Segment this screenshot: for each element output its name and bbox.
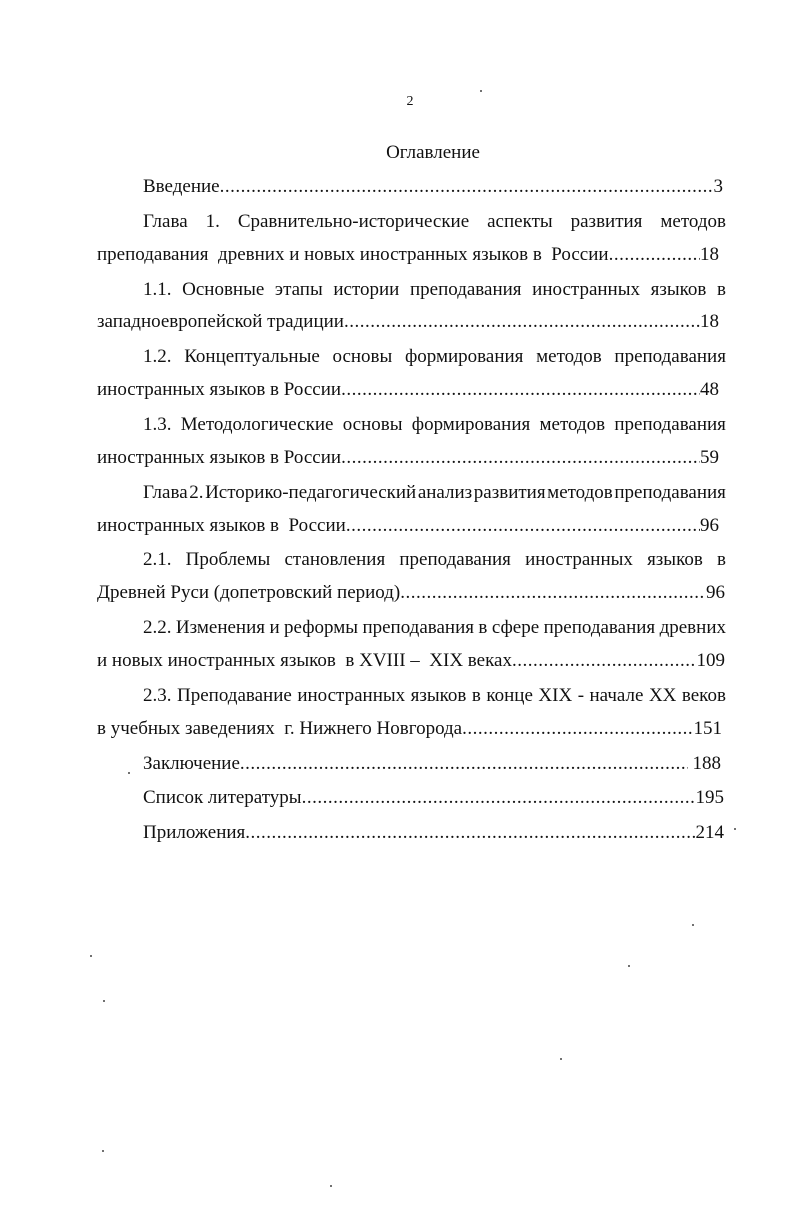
toc-title: Оглавление — [386, 142, 480, 163]
scan-speck — [560, 1058, 562, 1060]
dot-leader — [341, 447, 700, 469]
word: начале — [589, 685, 644, 706]
toc-entry-page: 188 — [687, 753, 721, 774]
toc-entry-page: 214 — [695, 822, 724, 843]
word: 2.2. — [143, 617, 172, 638]
word: аспекты — [487, 211, 553, 232]
toc-entry-page: 18 — [700, 244, 719, 265]
page-number: 2 — [406, 94, 414, 109]
toc-entry-page: 195 — [695, 787, 724, 808]
toc-entry-label: Приложения — [143, 822, 246, 843]
word: основы — [332, 346, 393, 367]
word: Проблемы — [185, 549, 271, 570]
scan-speck — [628, 965, 630, 967]
word: основы — [342, 414, 403, 435]
toc-entry-section-2-3-line-1 — [143, 685, 726, 707]
word: языков — [650, 279, 707, 300]
scan-speck — [102, 1150, 104, 1152]
toc-entry-intro — [143, 176, 723, 198]
toc-entry-label: Древней Руси (допетровский период) — [97, 582, 401, 603]
word: Глава — [143, 211, 188, 232]
toc-entry-chapter-1-line-1 — [143, 211, 726, 233]
word: Преподавание — [177, 685, 292, 706]
scan-speck — [90, 955, 92, 957]
toc-entry-label: иностранных языков в России — [97, 515, 346, 536]
toc-entry-label: Введение — [143, 176, 220, 197]
toc-entry-section-2-3-line-2 — [97, 718, 722, 740]
word: развития — [473, 482, 546, 503]
word: преподавания — [614, 414, 726, 435]
word: становления — [284, 549, 386, 570]
toc-entry-section-1-2-line-1 — [143, 346, 726, 368]
dot-leader — [346, 515, 700, 537]
toc-entry-section-2-1-line-2 — [97, 582, 725, 604]
dot-leader — [609, 244, 700, 266]
dot-leader — [341, 379, 700, 401]
word: 2. — [189, 482, 204, 503]
word: реформы — [284, 617, 359, 638]
word: 1.1. — [143, 279, 172, 300]
word: языков — [410, 685, 467, 706]
toc-entry-page: 151 — [693, 718, 722, 739]
toc-entry-page: 96 — [700, 515, 719, 536]
toc-entry-page: 96 — [706, 582, 725, 603]
word: сфере — [491, 617, 540, 638]
scan-speck — [692, 924, 694, 926]
word: и — [269, 617, 280, 638]
dot-leader — [240, 753, 688, 775]
toc-entry-page: 18 — [700, 311, 719, 332]
word: Методологические — [180, 414, 334, 435]
word: Концептуальные — [184, 346, 320, 367]
word: преподавания — [409, 279, 522, 300]
word: формирования — [404, 346, 524, 367]
word: иностранных — [525, 549, 633, 570]
toc-entry-chapter-1-line-2 — [97, 244, 719, 266]
dot-leader — [344, 311, 700, 333]
dot-leader — [245, 822, 695, 844]
word: методов — [536, 346, 602, 367]
word: преподавания — [362, 617, 474, 638]
word: преподавания — [614, 482, 726, 503]
word: в — [478, 617, 488, 638]
scan-speck — [734, 828, 736, 830]
toc-entry-section-1-1-line-1 — [143, 279, 726, 301]
toc-entry-label: преподавания древних и новых иностранных языков в России — [97, 244, 609, 265]
word: XX — [648, 685, 677, 706]
word: Основные — [182, 279, 265, 300]
toc-entry-chapter-2-line-1 — [143, 482, 726, 504]
toc-entry-section-1-1-line-2 — [97, 311, 719, 333]
dot-leader — [302, 787, 696, 809]
scan-speck — [103, 1000, 105, 1002]
word: истории — [333, 279, 400, 300]
word: формирования — [411, 414, 531, 435]
toc-entry-section-2-2-line-2 — [97, 650, 725, 672]
toc-entry-conclusion — [143, 753, 721, 775]
toc-entry-section-2-2-line-1 — [143, 617, 726, 639]
toc-entry-label: в учебных заведениях г. Нижнего Новгорода — [97, 718, 463, 739]
word: преподавания — [399, 549, 511, 570]
word: Изменения — [175, 617, 266, 638]
word: веков — [681, 685, 726, 706]
toc-entry-section-1-3-line-1 — [143, 414, 726, 436]
word: методов — [660, 211, 726, 232]
word: методов — [547, 482, 613, 503]
toc-entry-section-1-3-line-2 — [97, 447, 719, 469]
toc-entry-chapter-2-line-2 — [97, 515, 719, 537]
word: древних — [659, 617, 726, 638]
toc-entry-literature — [143, 787, 724, 809]
word: методов — [539, 414, 606, 435]
dot-leader — [512, 650, 697, 672]
word: 1. — [205, 211, 220, 232]
word: 1.3. — [143, 414, 172, 435]
dot-leader — [220, 176, 714, 198]
dot-leader — [462, 718, 693, 740]
word: анализ — [417, 482, 473, 503]
word: Глава — [143, 482, 188, 503]
word: 2.1. — [143, 549, 172, 570]
toc-entry-label: иностранных языков в России — [97, 379, 342, 400]
toc-entry-page: 3 — [713, 176, 723, 197]
toc-entry-section-2-1-line-1 — [143, 549, 726, 571]
word: этапы — [274, 279, 323, 300]
word: Историко-педагогический — [205, 482, 417, 503]
word: иностранных — [532, 279, 640, 300]
word: развития — [570, 211, 643, 232]
toc-entry-page: 109 — [696, 650, 725, 671]
word: конце — [486, 685, 533, 706]
toc-entry-page: 59 — [700, 447, 719, 468]
word: в — [471, 685, 481, 706]
toc-entry-label: западноевропейской традиции — [97, 311, 344, 332]
word: 1.2. — [143, 346, 172, 367]
word: в — [716, 549, 726, 570]
word: иностранных — [297, 685, 406, 706]
word: преподавания — [543, 617, 656, 638]
toc-entry-appendices — [143, 822, 724, 844]
word: в — [716, 279, 726, 300]
toc-entry-label: Список литературы — [143, 787, 302, 808]
word: XIX — [538, 685, 573, 706]
word: 2.3. — [143, 685, 172, 706]
toc-entry-page: 48 — [700, 379, 719, 400]
toc-entry-label: и новых иностранных языков в XVIII – XIX веках — [97, 650, 512, 671]
word: языков — [647, 549, 703, 570]
scan-speck — [128, 772, 130, 774]
dot-leader — [400, 582, 706, 604]
toc-entry-section-1-2-line-2 — [97, 379, 719, 401]
word: - — [577, 685, 585, 706]
word: Сравнительно-исторические — [237, 211, 470, 232]
scan-speck — [330, 1185, 332, 1187]
toc-entry-label: иностранных языков в России — [97, 447, 342, 468]
scan-speck — [480, 90, 482, 92]
toc-entry-label: Заключение — [143, 753, 240, 774]
word: преподавания — [614, 346, 726, 367]
